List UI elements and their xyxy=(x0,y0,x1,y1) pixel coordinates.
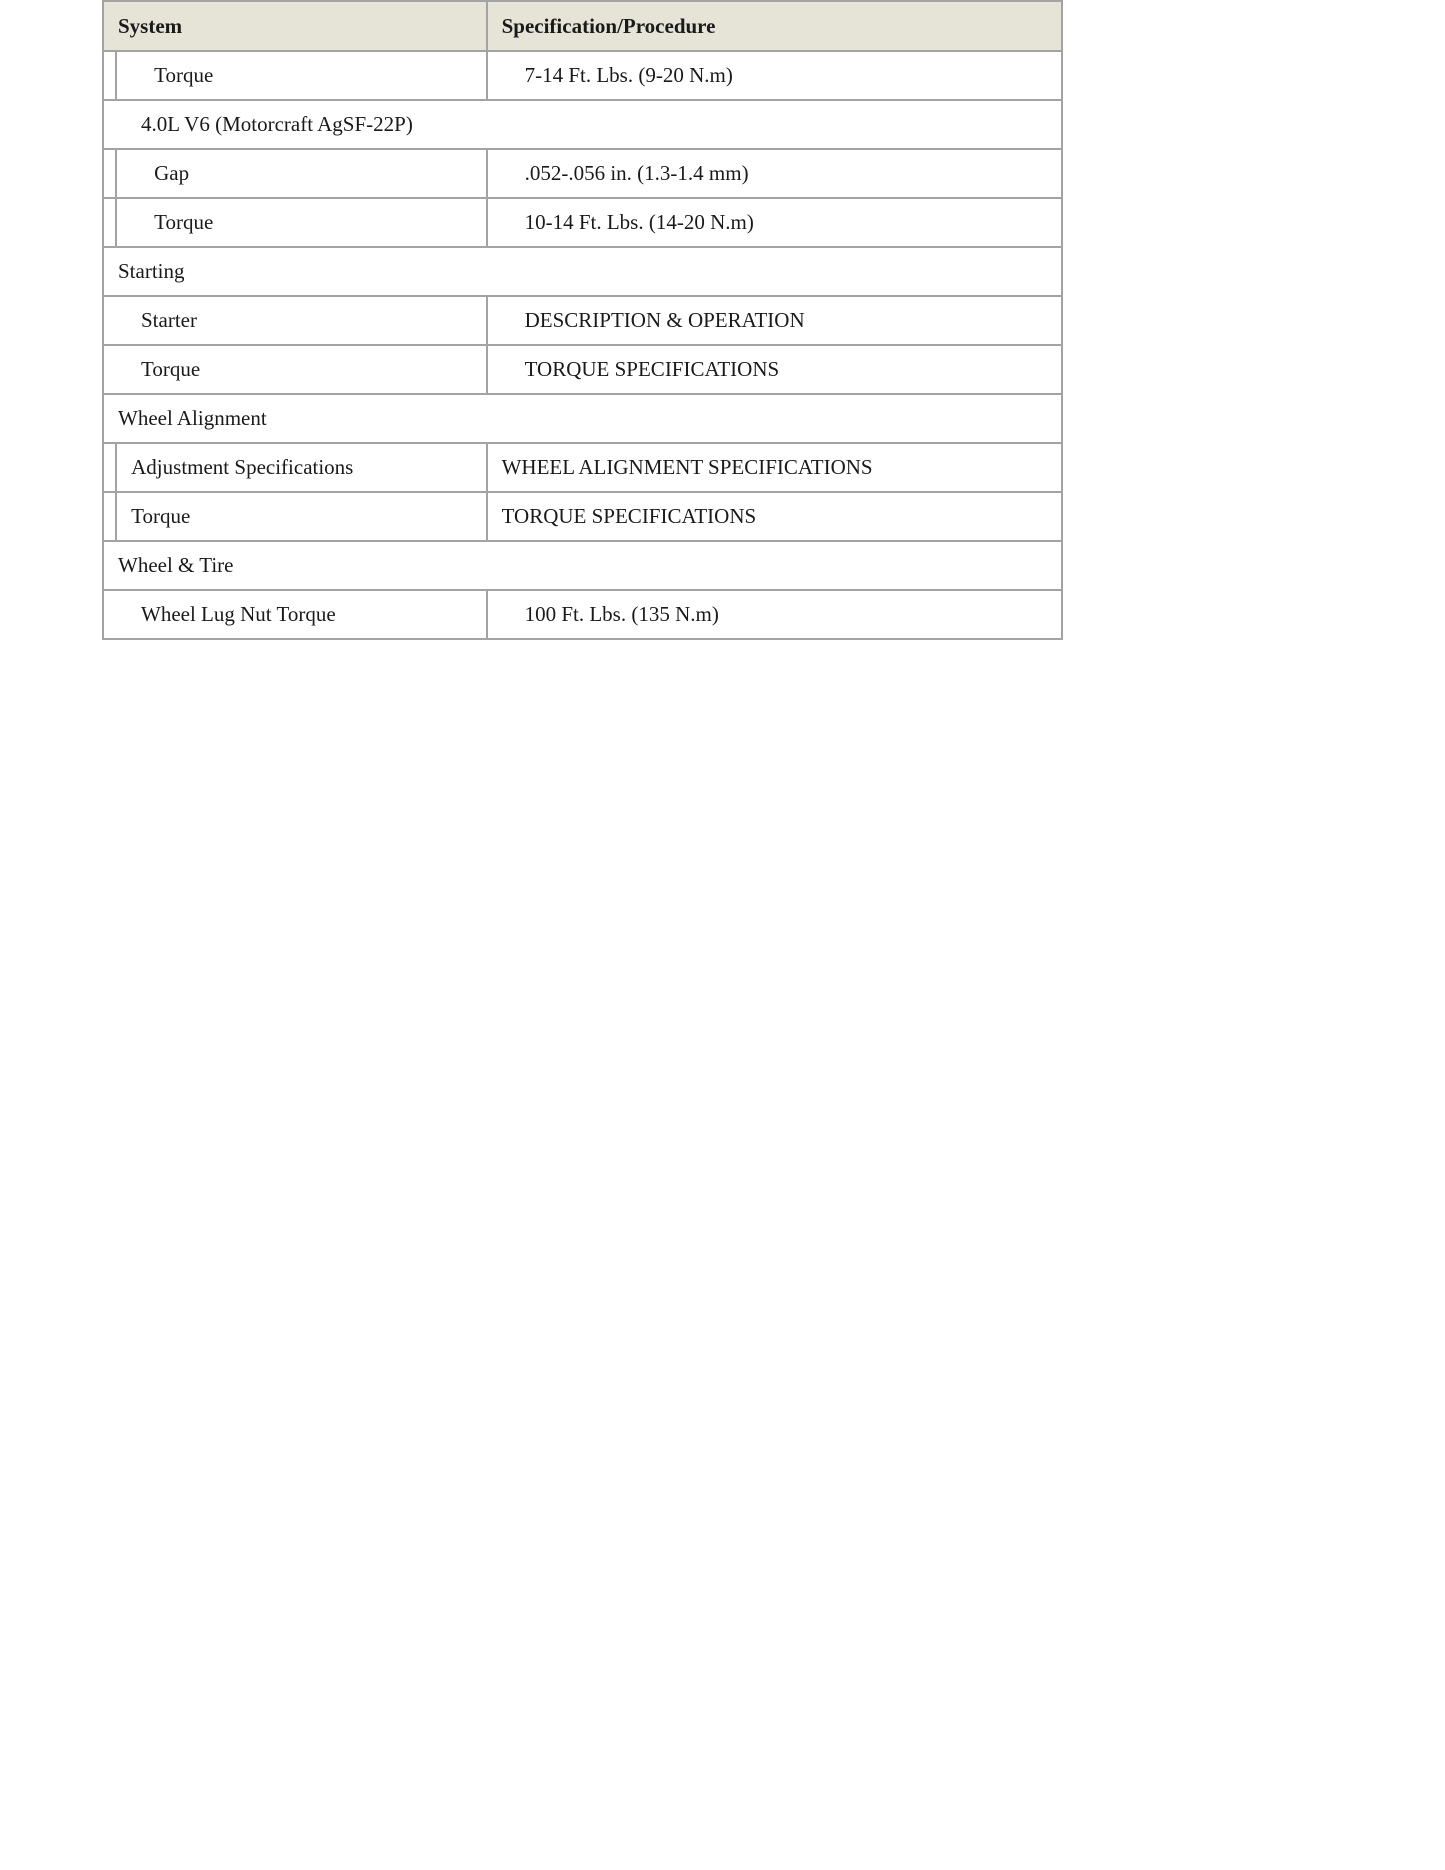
section-label: Wheel Alignment xyxy=(103,394,1062,443)
row-value: 10-14 Ft. Lbs. (14-20 N.m) xyxy=(487,198,1062,247)
section-label: Starting xyxy=(103,247,1062,296)
table-row xyxy=(103,296,1062,345)
indent-cell xyxy=(103,443,116,492)
header-system: System xyxy=(103,1,487,51)
row-value: .052-.056 in. (1.3-1.4 mm) xyxy=(487,149,1062,198)
row-label: Starter xyxy=(103,296,487,345)
table-row xyxy=(103,590,1062,639)
section-label: Wheel & Tire xyxy=(103,541,1062,590)
row-value: 100 Ft. Lbs. (135 N.m) xyxy=(487,590,1062,639)
row-label: Torque xyxy=(116,492,486,541)
table-section-row xyxy=(103,247,1062,296)
row-value: DESCRIPTION & OPERATION xyxy=(487,296,1062,345)
table-row xyxy=(103,198,1062,247)
table-group-row xyxy=(103,100,1062,149)
specifications-table xyxy=(102,0,1063,640)
row-value: 7-14 Ft. Lbs. (9-20 N.m) xyxy=(487,51,1062,100)
row-label: Torque xyxy=(103,345,487,394)
group-label: 4.0L V6 (Motorcraft AgSF-22P) xyxy=(103,100,1062,149)
table-row xyxy=(103,345,1062,394)
indent-cell xyxy=(103,198,116,247)
table-header-row xyxy=(103,1,1062,51)
indent-cell xyxy=(103,51,116,100)
table-row xyxy=(103,51,1062,100)
row-value: TORQUE SPECIFICATIONS xyxy=(487,345,1062,394)
table-row xyxy=(103,492,1062,541)
row-label: Gap xyxy=(116,149,486,198)
table-section-row xyxy=(103,541,1062,590)
table-section-row xyxy=(103,394,1062,443)
indent-cell xyxy=(103,149,116,198)
table-row xyxy=(103,443,1062,492)
row-label: Wheel Lug Nut Torque xyxy=(103,590,487,639)
row-label: Torque xyxy=(116,51,486,100)
row-label: Adjustment Specifications xyxy=(116,443,486,492)
indent-cell xyxy=(103,492,116,541)
row-value: WHEEL ALIGNMENT SPECIFICATIONS xyxy=(487,443,1062,492)
row-label: Torque xyxy=(116,198,486,247)
table-row xyxy=(103,149,1062,198)
row-value: TORQUE SPECIFICATIONS xyxy=(487,492,1062,541)
header-specification: Specification/Procedure xyxy=(487,1,1062,51)
